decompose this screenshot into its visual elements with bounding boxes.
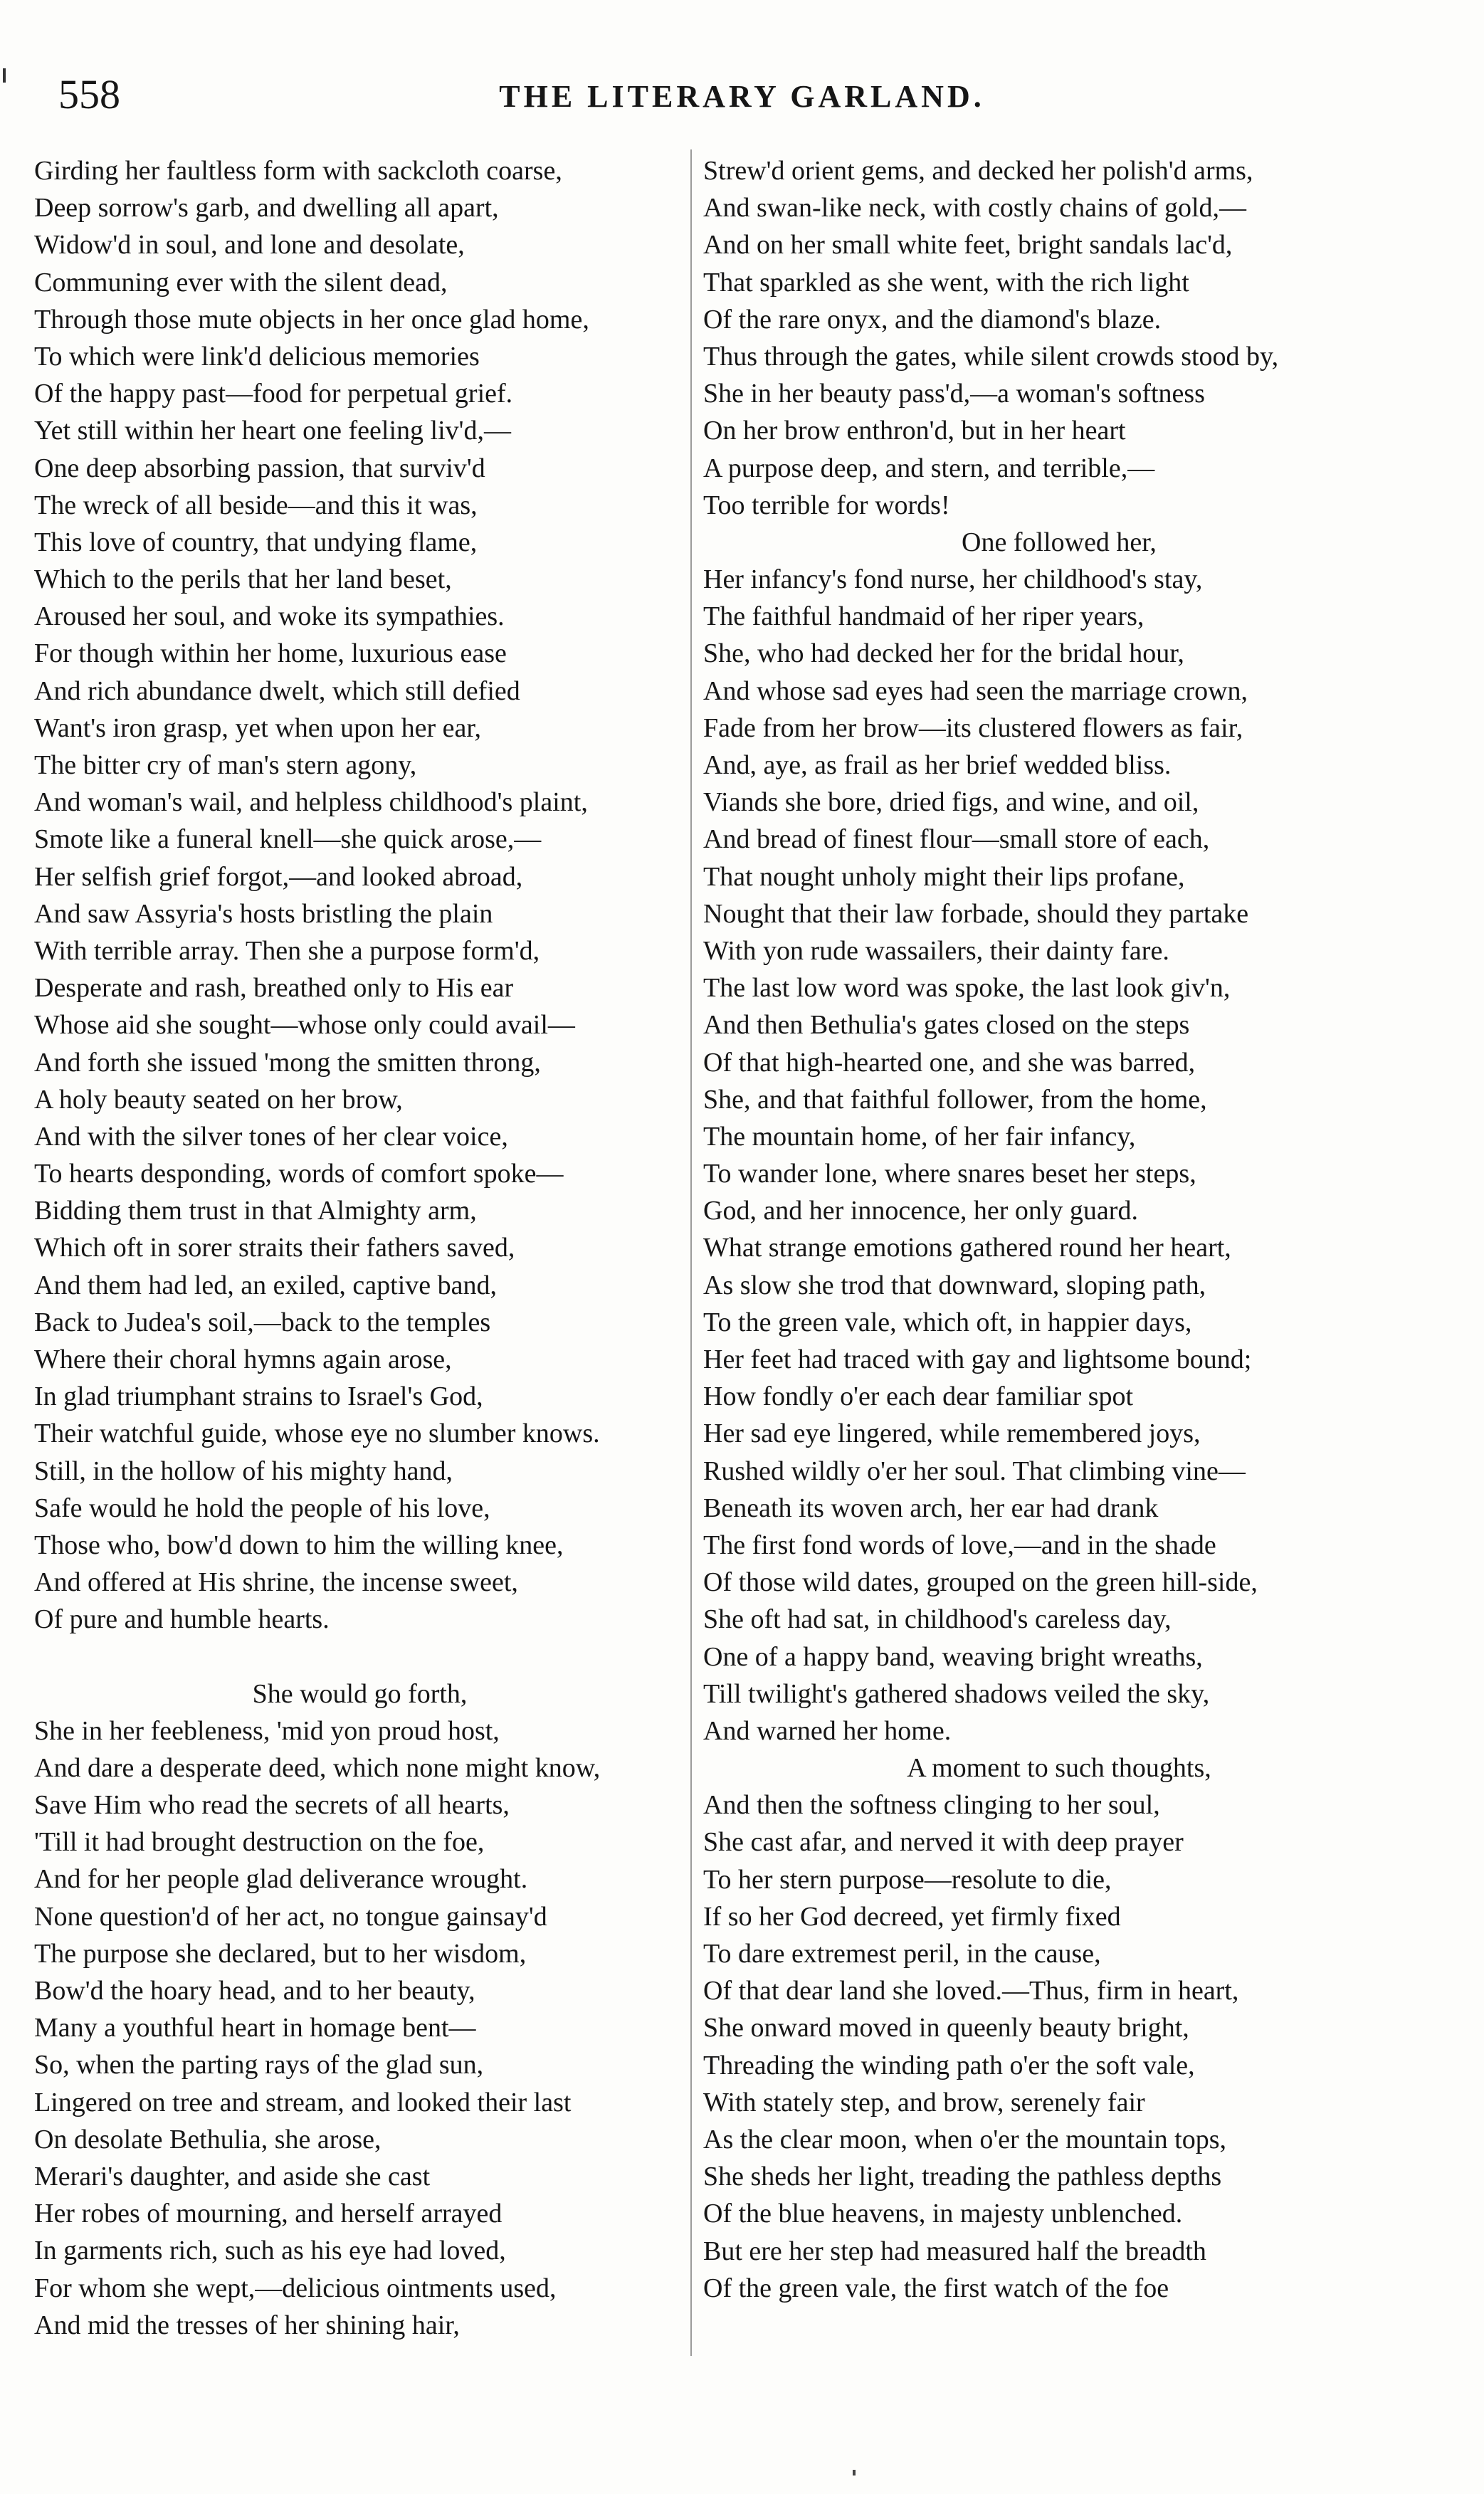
verse-line: Save Him who read the secrets of all hearts, bbox=[34, 1790, 510, 1821]
verse-line: And forth she issued 'mong the smitten throng, bbox=[34, 1047, 541, 1078]
left-stanza-2-opening: She would go forth, bbox=[252, 1678, 468, 1709]
verse-line: Thus through the gates, while silent crowds stood by, bbox=[703, 341, 1279, 372]
verse-line: To hearts desponding, words of comfort spoke— bbox=[34, 1159, 564, 1189]
verse-line: If so her God decreed, yet firmly fixed bbox=[703, 1901, 1121, 1932]
right-stanza-3-opening: A moment to such thoughts, bbox=[907, 1753, 1211, 1784]
verse-line: With stately step, and brow, serenely fair bbox=[703, 2087, 1145, 2117]
verse-line: Which to the perils that her land beset, bbox=[34, 564, 452, 595]
verse-line: She cast afar, and nerved it with deep prayer bbox=[703, 1827, 1184, 1858]
verse-line: Of pure and humble hearts. bbox=[34, 1604, 330, 1635]
left-column bbox=[34, 152, 685, 2344]
verse-line: And warned her home. bbox=[703, 1715, 952, 1746]
verse-line: And rich abundance dwelt, which still defied bbox=[34, 675, 520, 706]
verse-line: Her infancy's fond nurse, her childhood's stay, bbox=[703, 564, 1203, 595]
verse-line: The purpose she declared, but to her wisdom, bbox=[34, 1938, 527, 1969]
verse-line: In garments rich, such as his eye had loved, bbox=[34, 2236, 506, 2266]
verse-line: Aroused her soul, and woke its sympathies. bbox=[34, 601, 505, 632]
verse-line: Safe would he hold the people of his love, bbox=[34, 1493, 490, 1523]
verse-line: Of the green vale, the first watch of the foe bbox=[703, 2273, 1169, 2303]
verse-line: And then the softness clinging to her soul, bbox=[703, 1790, 1160, 1821]
verse-line: None question'd of her act, no tongue gainsay'd bbox=[34, 1901, 547, 1932]
verse-line: And whose sad eyes had seen the marriage crown, bbox=[703, 675, 1248, 706]
verse-line: Where their choral hymns again arose, bbox=[34, 1345, 452, 1374]
verse-line: Through those mute objects in her once glad home, bbox=[34, 304, 589, 335]
verse-line: Of the blue heavens, in majesty unblenched. bbox=[703, 2199, 1183, 2229]
verse-line: And them had led, an exiled, captive band, bbox=[34, 1270, 498, 1300]
verse-line: And mid the tresses of her shining hair, bbox=[34, 2310, 460, 2340]
verse-line: But ere her step had measured half the breadth bbox=[703, 2236, 1206, 2266]
verse-line: Merari's daughter, and aside she cast bbox=[34, 2161, 431, 2192]
verse-line: She, who had decked her for the bridal hour, bbox=[703, 638, 1184, 669]
verse-line: With yon rude wassailers, their dainty fare. bbox=[703, 935, 1169, 966]
verse-line: What strange emotions gathered round her heart, bbox=[703, 1233, 1231, 1263]
verse-line: To wander lone, where snares beset her steps, bbox=[703, 1159, 1196, 1189]
verse-line: The first fond words of love,—and in the shade bbox=[703, 1530, 1216, 1560]
verse-line: Strew'd orient gems, and decked her polish'd arms, bbox=[703, 156, 1253, 186]
verse-line: God, and her innocence, her only guard. bbox=[703, 1196, 1138, 1226]
verse-line: Of the rare onyx, and the diamond's blaze. bbox=[703, 304, 1162, 335]
verse-line: She sheds her light, treading the pathless depths bbox=[703, 2162, 1222, 2192]
verse-line: Viands she bore, dried figs, and wine, and oil, bbox=[703, 787, 1199, 818]
verse-line: Girding her faultless form with sackcloth coarse, bbox=[34, 156, 562, 186]
verse-line: 'Till it had brought destruction on the foe, bbox=[34, 1827, 485, 1858]
page-number: 558 bbox=[58, 71, 120, 117]
verse-line: The wreck of all beside—and this it was, bbox=[34, 490, 478, 520]
verse-line: That sparkled as she went, with the rich light bbox=[703, 267, 1189, 298]
verse-line: Smote like a funeral knell—she quick arose,— bbox=[34, 824, 542, 855]
verse-line: And saw Assyria's hosts bristling the plain bbox=[34, 898, 493, 929]
verse-line: Her feet had traced with gay and lightsome bound; bbox=[703, 1345, 1252, 1374]
verse-line: And, aye, as frail as her brief wedded bliss. bbox=[703, 750, 1172, 780]
verse-line: A holy beauty seated on her brow, bbox=[34, 1084, 403, 1115]
verse-line: This love of country, that undying flame, bbox=[34, 527, 478, 557]
verse-line: So, when the parting rays of the glad sun, bbox=[34, 2050, 484, 2080]
verse-line: And woman's wail, and helpless childhood's plaint, bbox=[34, 787, 588, 818]
verse-line: Those who, bow'd down to him the willing knee, bbox=[34, 1530, 564, 1560]
right-stanza-3 bbox=[703, 1787, 1415, 2307]
verse-line: Bow'd the hoary head, and to her beauty, bbox=[34, 1976, 475, 2006]
verse-line: Whose aid she sought—whose only could avail— bbox=[34, 1010, 575, 1041]
verse-line: Which oft in sorer straits their fathers saved, bbox=[34, 1233, 515, 1263]
verse-line: Her sad eye lingered, while remembered joys, bbox=[703, 1419, 1201, 1449]
verse-line: Her robes of mourning, and herself arrayed bbox=[34, 2199, 502, 2229]
right-column bbox=[703, 152, 1415, 2307]
verse-line: Of that high-hearted one, and she was barred, bbox=[703, 1047, 1196, 1078]
page-header bbox=[0, 63, 1484, 127]
verse-line: And swan-like neck, with costly chains of gold,— bbox=[703, 193, 1247, 223]
verse-line: With terrible array. Then she a purpose form'd, bbox=[34, 935, 540, 966]
verse-line: Back to Judea's soil,—back to the temples bbox=[34, 1307, 491, 1337]
verse-line: To her stern purpose—resolute to die, bbox=[703, 1864, 1112, 1895]
running-title: THE LITERARY GARLAND. bbox=[499, 79, 985, 114]
verse-line: Rushed wildly o'er her soul. That climbing vine— bbox=[703, 1456, 1246, 1486]
verse-line: How fondly o'er each dear familiar spot bbox=[703, 1382, 1134, 1412]
verse-line: Fade from her brow—its clustered flowers as fair, bbox=[703, 712, 1243, 743]
verse-line: A purpose deep, and stern, and terrible,— bbox=[703, 453, 1155, 483]
verse-line: Nought that their law forbade, should they partake bbox=[703, 898, 1249, 929]
verse-line: That nought unholy might their lips profane, bbox=[703, 861, 1185, 892]
verse-line: And offered at His shrine, the incense sweet, bbox=[34, 1567, 518, 1598]
verse-line: As the clear moon, when o'er the mountain tops, bbox=[703, 2124, 1227, 2154]
left-stanza-2 bbox=[34, 1712, 685, 2344]
verse-line: She, and that faithful follower, from the home, bbox=[703, 1084, 1207, 1115]
verse-line: And dare a desperate deed, which none might know, bbox=[34, 1752, 601, 1783]
right-stanza-2-opening: One followed her, bbox=[962, 527, 1157, 557]
verse-line: One of a happy band, weaving bright wreaths, bbox=[703, 1641, 1203, 1672]
right-stanza-1 bbox=[703, 152, 1415, 524]
verse-line: In glad triumphant strains to Israel's God, bbox=[34, 1382, 483, 1412]
verse-line: On her brow enthron'd, but in her heart bbox=[703, 416, 1126, 446]
verse-line: Threading the winding path o'er the soft vale, bbox=[703, 2050, 1195, 2080]
verse-line: For whom she wept,—delicious ointments used, bbox=[34, 2273, 557, 2303]
verse-line: She oft had sat, in childhood's careless day, bbox=[703, 1604, 1172, 1635]
verse-line: And bread of finest flour—small store of each, bbox=[703, 824, 1210, 855]
verse-line: She onward moved in queenly beauty bright, bbox=[703, 2013, 1189, 2043]
verse-line: Still, in the hollow of his mighty hand, bbox=[34, 1456, 453, 1486]
verse-line: The faithful handmaid of her riper years, bbox=[703, 601, 1144, 632]
verse-line: Of that dear land she loved.—Thus, firm in heart, bbox=[703, 1976, 1239, 2006]
verse-line: The mountain home, of her fair infancy, bbox=[703, 1121, 1136, 1152]
verse-line: Their watchful guide, whose eye no slumber knows. bbox=[34, 1419, 600, 1449]
verse-line: For though within her home, luxurious ease bbox=[34, 638, 507, 669]
verse-line: Deep sorrow's garb, and dwelling all apart, bbox=[34, 193, 499, 223]
left-stanza-1 bbox=[34, 152, 685, 1638]
column-divider bbox=[690, 149, 692, 2356]
verse-line: Communing ever with the silent dead, bbox=[34, 267, 448, 298]
verse-line: Bidding them trust in that Almighty arm, bbox=[34, 1196, 477, 1226]
verse-line: Want's iron grasp, yet when upon her ear, bbox=[34, 712, 482, 743]
verse-line: Her selfish grief forgot,—and looked abroad, bbox=[34, 861, 523, 892]
verse-line: Many a youthful heart in homage bent— bbox=[34, 2013, 476, 2043]
verse-line: Lingered on tree and stream, and looked their last bbox=[34, 2087, 572, 2117]
verse-line: One deep absorbing passion, that surviv'd bbox=[34, 453, 485, 483]
bottom-mark bbox=[853, 2470, 856, 2475]
verse-line: To the green vale, which oft, in happier days, bbox=[703, 1307, 1192, 1337]
verse-line: Of those wild dates, grouped on the green hill-side, bbox=[703, 1567, 1258, 1598]
verse-line: Too terrible for words! bbox=[703, 490, 950, 520]
verse-line: Widow'd in soul, and lone and desolate, bbox=[34, 230, 465, 261]
verse-line: Yet still within her heart one feeling liv'd,— bbox=[34, 416, 511, 446]
verse-line: Till twilight's gathered shadows veiled the sky, bbox=[703, 1678, 1210, 1709]
verse-line: And on her small white feet, bright sandals lac'd, bbox=[703, 230, 1233, 261]
verse-line: As slow she trod that downward, sloping path, bbox=[703, 1270, 1206, 1300]
verse-line: And with the silver tones of her clear voice, bbox=[34, 1121, 508, 1152]
verse-line: Desperate and rash, breathed only to His ear bbox=[34, 973, 514, 1004]
verse-line: To which were link'd delicious memories bbox=[34, 341, 480, 372]
verse-line: Of the happy past—food for perpetual grief. bbox=[34, 379, 513, 409]
verse-line: On desolate Bethulia, she arose, bbox=[34, 2124, 381, 2154]
verse-line: Beneath its woven arch, her ear had drank bbox=[703, 1493, 1159, 1523]
verse-line: The bitter cry of man's stern agony, bbox=[34, 750, 417, 780]
verse-line: The last low word was spoke, the last look giv'n, bbox=[703, 973, 1231, 1004]
verse-line: And for her people glad deliverance wrought. bbox=[34, 1864, 528, 1895]
verse-line: She in her beauty pass'd,—a woman's softness bbox=[703, 379, 1205, 409]
verse-line: She in her feebleness, 'mid yon proud host, bbox=[34, 1715, 500, 1746]
stanza-gap bbox=[34, 1638, 685, 1675]
verse-line: And then Bethulia's gates closed on the steps bbox=[703, 1010, 1190, 1041]
verse-line: To dare extremest peril, in the cause, bbox=[703, 1939, 1101, 1969]
right-stanza-2 bbox=[703, 561, 1415, 1750]
